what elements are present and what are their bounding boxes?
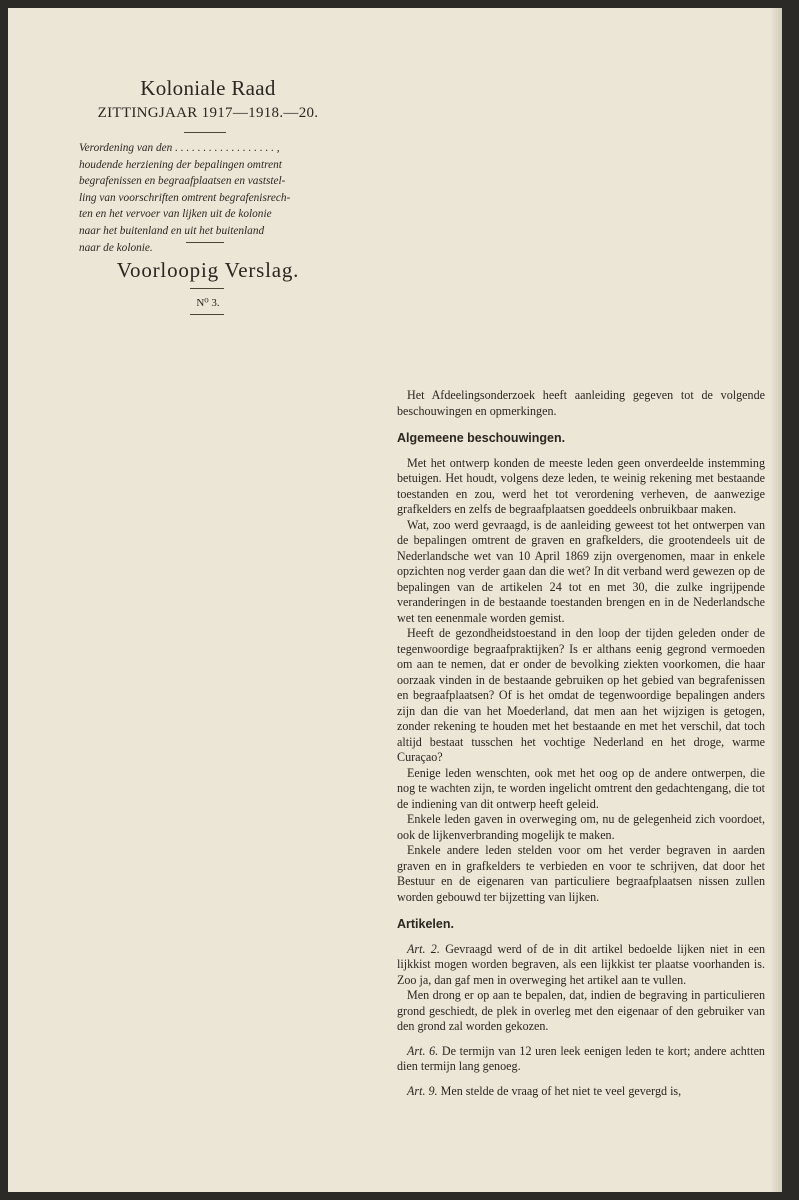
article-text: Men stelde de vraag of het niet te veel gevergd is, [437, 1083, 682, 1098]
general-paragraph: Enkele leden gaven in overweging om, nu de gelegenheid zich voordoet, ook de lijkenverbranding mogelijk te maken. [397, 812, 765, 842]
bill-description [79, 140, 345, 256]
article-label: Art. 9. [407, 1083, 438, 1098]
bill-description-line: naar de kolonie. [79, 241, 153, 254]
session-year: ZITTINGJAAR 1917—1918.—20. [97, 105, 319, 121]
bill-description-line: ten en het vervoer van lijken uit de kolonie [79, 208, 272, 221]
article-paragraph: Men drong er op aan te bepalen, dat, indien de begraving in particulieren grond geschiedt, de plek in overleg met den eigenaar of den gebruiker van den grond zal worden gekozen. [397, 988, 765, 1033]
report-title: Voorloopig Verslag. [116, 258, 300, 282]
divider-rule [190, 314, 224, 315]
article-text: Gevraagd werd of de in dit artikel bedoelde lijken niet in een lijkkist mogen worden begraven, als een lijkkist ter plaatse voorhanden is. Zoo ja, dan gaf men in overweging het artikel aan te vullen. [397, 941, 765, 987]
article-paragraph [397, 1084, 765, 1100]
general-paragraph: Met het ontwerp konden de meeste leden geen onverdeelde instemming betuigen. Het houdt, volgens deze leden, te weinig rekening met bestaande toestanden en zou, werd het tot verordening verheven, de aanwezige grafkelders en zelfs de begraafplaatsen goeddeels onbruikbaar maken. [397, 455, 765, 516]
divider-rule [184, 132, 226, 133]
bill-description-line: ling van voorschriften omtrent begrafenisrech- [79, 191, 291, 204]
council-title: Koloniale Raad [140, 76, 276, 100]
document-page [8, 8, 782, 1192]
article-label: Art. 6. [407, 1043, 439, 1058]
document-number: N⁰ 3. [196, 297, 220, 309]
bill-description-line: Verordening van den . . . . . . . . . . . . . . . . . . , [79, 142, 280, 154]
article-text: De termijn van 12 uren leek eenigen leden te kort; andere achtten dien termijn lang genoeg. [397, 1043, 765, 1073]
bill-description-line: begrafenissen en begraafplaatsen en vaststel- [79, 175, 286, 188]
general-paragraph: Heeft de gezondheidstoestand in den loop der tijden geleden onder de tegenwoordige begraafpraktijken? Is er althans eenig gegrond vermoeden om aan te nemen, dat er onder de bevolking ziekten voorkomen, die haar oorzaak vinden in de bestaande gebruiken op het gebied van begrafenissen en begraafplaatsen? Of is het omdat de tegenwoordige bepalingen anders zijn dan die van het Moederland, dat men aan het wijzigen is getogen, zonder rekening te houden met het bestaande en met het verschil, dat toch altijd bestaat tusschen het vochtige Nederland en het droge, warme Curaçao? [397, 626, 765, 764]
page-edge-shadow [770, 8, 782, 1192]
divider-rule [190, 288, 224, 289]
general-paragraph: Enkele andere leden stelden voor om het verder begraven in aarden graven en in grafkelders te verbieden en voor te schrijven, dat door het Bestuur en de eigenaren van particuliere begraafplaatsen nissen zullen worden gebouwd ter bijzetting van lijken. [397, 843, 765, 904]
article-paragraph [397, 1044, 765, 1075]
bill-description-line: naar het buitenland en uit het buitenland [79, 224, 265, 237]
intro-paragraph: Het Afdeelingsonderzoek heeft aanleiding gegeven tot de volgende beschouwingen en opmerkingen. [397, 388, 765, 418]
article-paragraph [397, 942, 765, 989]
article-label: Art. 2. [407, 941, 440, 956]
report-body [397, 388, 765, 1099]
general-heading: Algemeene beschouwingen. [397, 431, 566, 445]
general-paragraph: Eenige leden wenschten, ook met het oog op de andere ontwerpen, die nog te wachten zijn, te worden ingelicht omtrent den gedachtengang, die tot de indiening van dit ontwerp heeft geleid. [397, 765, 765, 811]
bill-description-line: houdende herziening der bepalingen omtrent [79, 158, 282, 171]
divider-rule [186, 242, 224, 243]
general-paragraph: Wat, zoo werd gevraagd, is de aanleiding geweest tot het ontwerpen van de bepalingen omtrent de graven en grafkelders, die grootendeels uit de Nederlandsche wet van 10 April 1869 zijn overgenomen, maar in enkele opzichten nog verder gaan dan die wet? In dit verband werd gewezen op de bepalingen van de artikelen 24 tot en met 30, die zulke ingrijpende veranderingen in de bestaande toestanden brengen en in de Nederlandsche wet ten eenenmale worden gemist. [397, 517, 765, 625]
articles-heading: Artikelen. [397, 917, 454, 931]
